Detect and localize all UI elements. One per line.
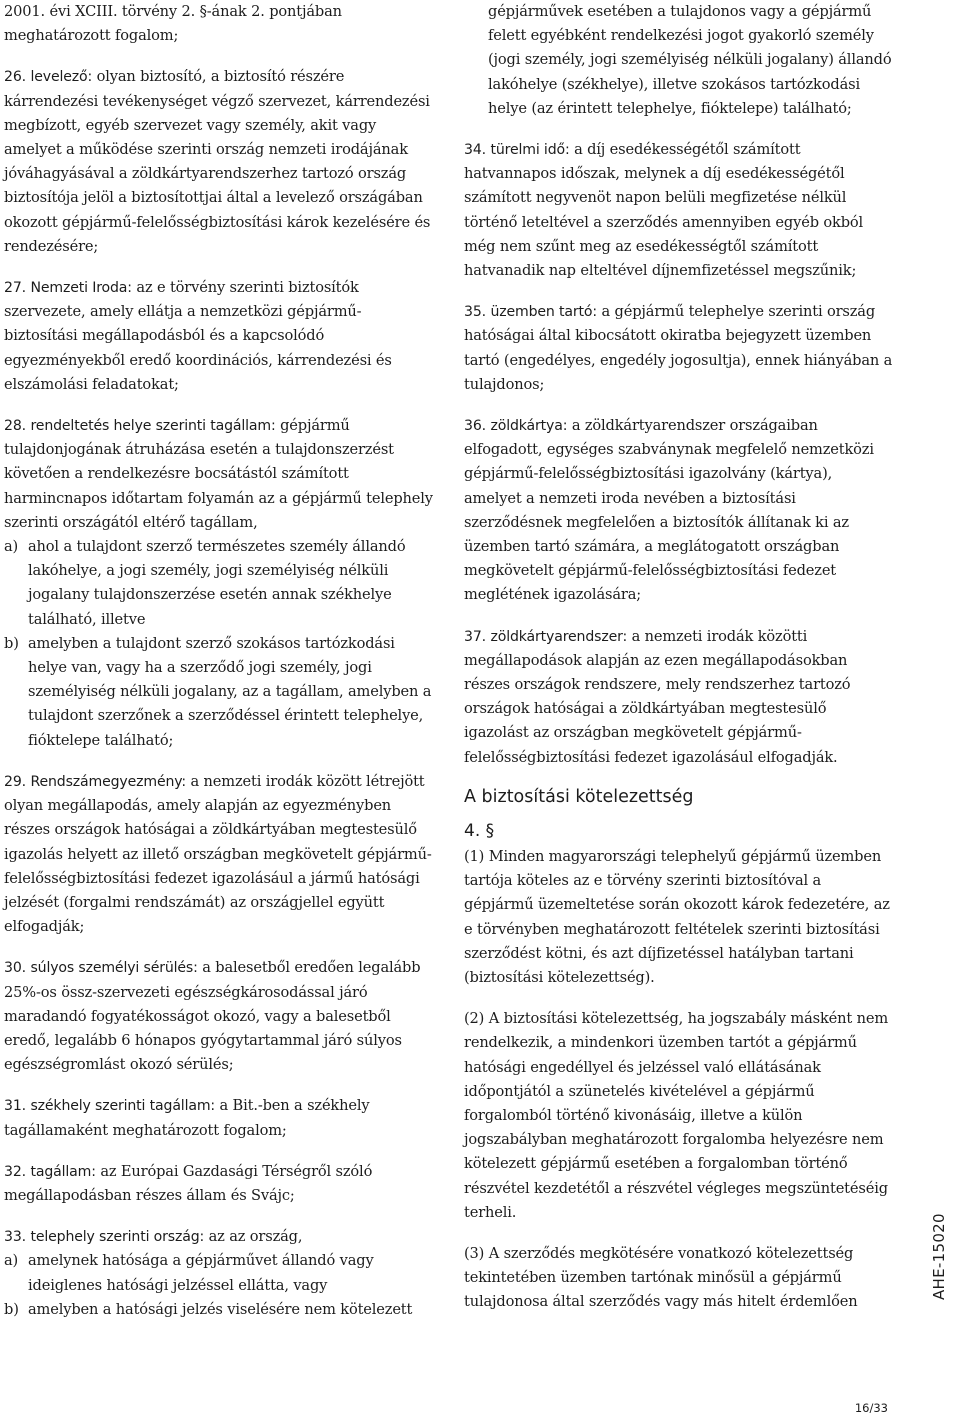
definition-33-list <box>4 1249 434 1322</box>
definition-29: 29. Rendszámegyezmény: a nemzeti irodák között létrejött olyan megállapodás, amely alapján az egyezményben részes országok hatóságai a zöldkártyában megtestesülő igazolás helyett az illető országban megkövetelt gépjármű-felelősségbiztosítási fedezet igazolásául a jármű hatósági jelzését (forgalmi rendszámát) az országjellel együtt elfogadják; <box>4 772 432 936</box>
section-number: 4. § <box>464 820 495 841</box>
definition-30: 30. súlyos személyi sérülés: a balesetből eredően legalább 25%-os össz-szervezeti egészségkárosodással járó maradandó fogyatékosságot okozó, vagy a balesetből eredő, legalább 6 hónapos gyógytartammal járó súlyos egészségromlást okozó sérülés; <box>4 959 421 1074</box>
right-column <box>464 0 894 1332</box>
definition-36: 36. zöldkártya: a zöldkártyarendszer országaiban elfogadott, egységes szabványnak megfelelő nemzetközi gépjármű-felelősségbiztosítási igazolvány (kártya), amelyet a nemzeti iroda nevében a biztosítási szerződésnek megfelelően a biztosítók állítanak ki az üzemben tartó számára, a meglátogatott országban megkövetelt gépjármű-felelősségbiztosítási fedezet meglétének igazolására; <box>464 417 874 604</box>
paragraph-intro: 2001. évi XCIII. törvény 2. §-ának 2. pontjában meghatározott fogalom; <box>4 3 342 45</box>
definition-28-list <box>4 535 434 753</box>
definition-31: 31. székhely szerinti tagállam: a Bit.-ben a székhely tagállamaként meghatározott fogalom; <box>4 1097 370 1139</box>
section-paragraph-1: (1) Minden magyarországi telephelyű gépjármű üzemben tartója köteles az e törvény szerinti biztosítóval a gépjármű üzemeltetése során okozott károk fedezetére, az e törvényben meghatározott feltételek szerinti biztosítási szerződést kötni, és azt díjfizetéssel hatályban tartani (biztosítási kötelezettség). <box>464 847 890 986</box>
section-paragraph-3: (3) A szerződés megkötésére vonatkozó kötelezettség tekintetében üzemben tartónak minősül a gépjármű tulajdonosa által szerződés vagy más hitelt érdemlően <box>464 1244 858 1311</box>
list-item: a) ahol a tulajdont szerző természetes személy állandó lakóhelye, a jogi személy, jogi személyiség nélküli jogalany tulajdonszerzése esetén annak székhelye található, illetve <box>4 538 406 628</box>
definition-28: 28. rendeltetés helye szerinti tagállam: gépjármű tulajdonjogának átruházása esetén a tulajdonszerzést követően a rendelkezésre bocsátástól számított harmincnapos időtartam folyamán az a gépjármű telephely szerinti országától eltérő tagállam, a) ahol a tulajdont szerző természetes személy állandó lakóhelye, a jogi személy, jogi személyiség nélküli jogalany tulajdonszerzése esetén annak székhelye található, illetve b) amelyben a tulajdont szerző szokásos tartózkodási helye van, vagy ha a szerződő jogi személy, jogi személyiség nélküli jogalany, az a tagállam, amelyben a tulajdont szerzőnek a szerződéssel érintett telephelye, fióktelepe található; <box>4 414 434 753</box>
left-column <box>4 0 434 1322</box>
list-item: b) amelyben a hatósági jelzés viselésére nem kötelezett <box>4 1300 413 1318</box>
definition-27: 27. Nemzeti Iroda: az e törvény szerinti biztosítók szervezete, amely ellátja a nemzetközi gépjármű-biztosítási megállapodásból és a kapcsolódó egyezményekből eredő koordinációs, kárrendezési és elszámolási feladatokat; <box>4 279 392 393</box>
definition-33: 33. telephely szerinti ország: az az ország, a) amelynek hatósága a gépjárművet állandó vagy ideiglenes hatósági jelzéssel ellátta, vagy b) amelyben a hatósági jelzés viselésére nem kötelezett <box>4 1225 434 1322</box>
definition-33-continued: gépjárművek esetében a tulajdonos vagy a gépjármű felett egyébként rendelkezési jogot gyakorló személy (jogi személy, jogi személyiség nélküli jogalany) állandó lakóhelye (székhelye), illetve szokásos tartózkodási helye (az érintett telephelye, fióktelepe) található; <box>488 3 892 117</box>
page-number: 16/33 <box>854 1401 888 1415</box>
definition-34: 34. türelmi idő: a díj esedékességétől számított hatvannapos időszak, melynek a díj esedékességétől számított negyvenöt napon belüli megfizetése nélkül történő leteltével a szerződés amennyiben egyéb okból még nem szűnt meg az esedékességtől számított hatvanadik nap elteltével díjnemfizetéssel megszűnik; <box>464 141 864 280</box>
list-item: a) amelynek hatósága a gépjárművet állandó vagy ideiglenes hatósági jelzéssel ellátta, vagy <box>4 1252 374 1294</box>
list-item: b) amelyben a tulajdont szerző szokásos tartózkodási helye van, vagy ha a szerződő jogi személy, jogi személyiség nélküli jogalany, az a tagállam, amelyben a tulajdont szerzőnek a szerződéssel érintett telephelye, fióktelepe található; <box>4 634 432 749</box>
definition-37: 37. zöldkártyarendszer: a nemzeti irodák közötti megállapodások alapján az ezen megállapodásokban részes országok rendszere, mely rendszerhez tartozó országok hatóságai a zöldkártyában megtestesülő igazolást az országban megkövetelt gépjármű-felelősségbiztosítási fedezet igazolásául elfogadják. <box>464 627 851 766</box>
document-code: AHE-15020 <box>930 1213 948 1300</box>
definition-32: 32. tagállam: az Európai Gazdasági Térségről szóló megállapodásban részes állam és Svájc; <box>4 1162 373 1204</box>
section-paragraph-2: (2) A biztosítási kötelezettség, ha jogszabály másként nem rendelkezik, a mindenkori üzemben tartót a gépjármű hatósági engedéllyel és jelzéssel való ellátásának időpontjától a szünetelés kivételével a gépjármű forgalomból történő kivonásáig, illetve a külön jogszabályban meghatározott forgalomba helyezésre nem kötelezett gépjármű esetében a forgalomban történő részvétel kezdetétől a részvétel végleges megszüntetéséig terheli. <box>464 1010 889 1221</box>
section-heading: A biztosítási kötelezettség <box>464 786 694 807</box>
definition-26: 26. levelező: olyan biztosító, a biztosító részére kárrendezési tevékenységet végző szervezet, kárrendezési megbízott, egyéb szervezet vagy személy, akit vagy amelyet a működése szerinti ország nemzeti irodájának jóváhagyásával a zöldkártyarendszerhez tartozó ország biztosítója jelöl a biztosítottjai által a levelező országában okozott gépjármű-felelősségbiztosítási károk kezelésére és rendezésére; <box>4 68 431 255</box>
definition-35: 35. üzemben tartó: a gépjármű telephelye szerinti ország hatóságai által kibocsátott okiratba bejegyzett üzemben tartó (engedélyes, engedély jogosultja), ennek hiányában a tulajdonos; <box>464 303 893 393</box>
